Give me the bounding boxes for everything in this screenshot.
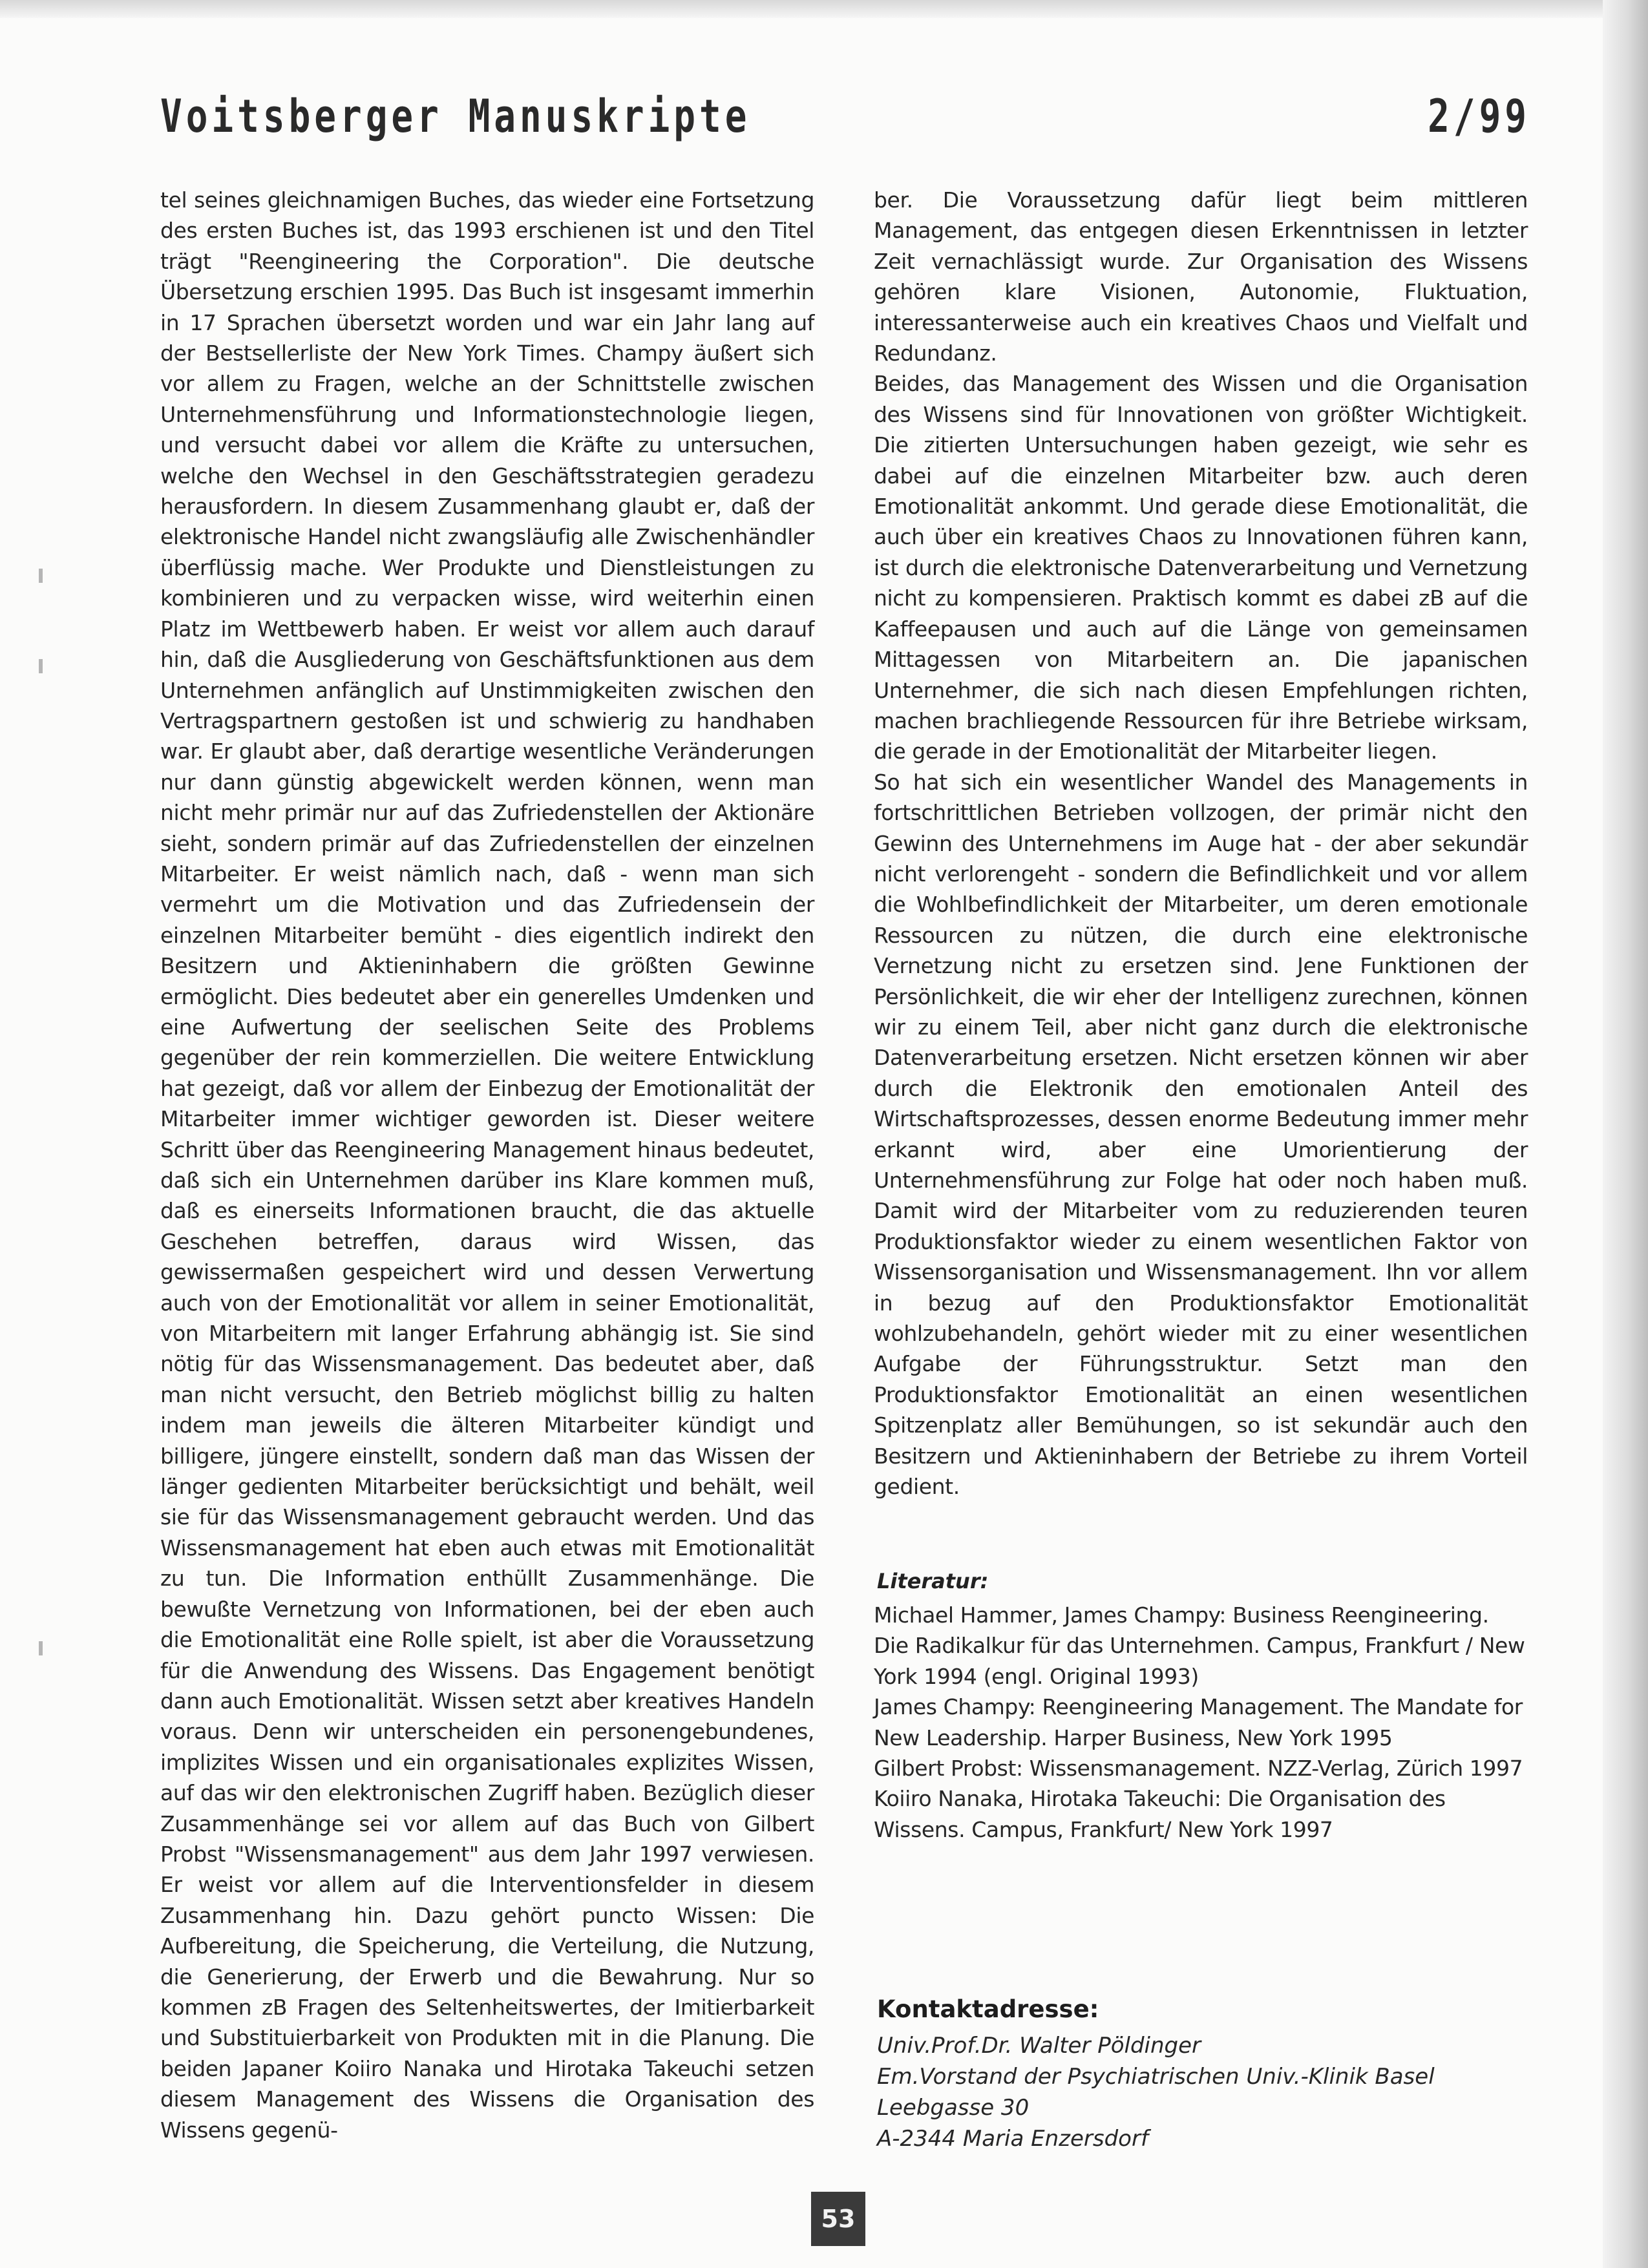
scan-right-edge [1603, 0, 1648, 2268]
contact-heading: Kontaktadresse: [877, 1995, 1099, 2023]
literature-entry: James Champy: Reengineering Management. The Mandate for New Leadership. Harper Business, New York 1995 [874, 1694, 1523, 1750]
literature-entry: Gilbert Probst: Wissensmanagement. NZZ-Verlag, Zürich 1997 [874, 1756, 1523, 1781]
contact-line: A-2344 Maria Enzersdorf [877, 2126, 1148, 2152]
margin-mark [39, 659, 43, 673]
left-column [160, 185, 814, 2145]
literature-entry: Michael Hammer, James Champy: Business Reengineering. Die Radikalkur für das Unternehmen. Campus, Frankfurt / New York 1994 (engl. Original 1993) [874, 1602, 1525, 1689]
literature-list [874, 1600, 1528, 1845]
contact-line: Leebgasse 30 [877, 2095, 1030, 2121]
running-header [160, 90, 1530, 149]
margin-mark [39, 569, 43, 583]
contact-line: Univ.Prof.Dr. Walter Pöldinger [877, 2033, 1201, 2059]
paragraph: So hat sich ein wesentlicher Wandel des Managements in fortschrittlichen Betrieben vollzogen, der primär nicht den Gewinn des Unternehmens im Auge hat - der aber sekundär nicht verlorengeht - sondern die Befindlichkeit und vor allem die Wohlbefindlichkeit der Mitarbeiter, um deren emotionale Ressourcen zu nützen, die durch eine elektronische Vernetzung nicht zu ersetzen sind. Jene Funktionen der Persönlichkeit, die wir eher der Intelligenz zurechnen, können wir zu einem Teil, aber nicht ganz durch die elektronische Datenverarbeitung ersetzen. Nicht ersetzen können wir aber durch die Elektronik den emotionalen Anteil des Wirtschaftsprozesses, dessen enorme Bedeutung immer mehr erkannt wird, aber eine Umorientierung der Unternehmensführung zur Folge hat oder noch haben muß. Damit wird der Mitarbeiter vom zu reduzierenden teuren Produktionsfaktor wieder zu einem wesentlichen Faktor von Wissensorganisation und Wissensmanagement. Ihn vor allem in bezug auf den Produktionsfaktor Emotionalität wohlzubehandeln, gehört wieder mit zu einer wesentlichen Aufgabe der Führungsstruktur. Setzt man den Produktionsfaktor Emotionalität an einen wesentlichen Spitzenplatz aller Bemühungen, so ist sekundär auch den Besitzern und Aktieninhabern der Betriebe zu ihrem Vorteil gedient. [874, 769, 1528, 1500]
paragraph: ber. Die Voraussetzung dafür liegt beim mittleren Management, das entgegen diesen Erkenntnissen in letzter Zeit vernachlässigt wurde. Zur Organisation des Wissens gehören klare Visionen, Autonomie, Fluktuation, interessanterweise auch ein kreatives Chaos und Vielfalt und Redundanz. [874, 187, 1528, 366]
literature-entry: Koiiro Nanaka, Hirotaka Takeuchi: Die Organisation des Wissens. Campus, Frankfurt/ New York 1997 [874, 1786, 1446, 1842]
page-number: 53 [811, 2192, 865, 2246]
journal-title: Voitsberger Manuskripte [160, 90, 751, 143]
literature-heading: Literatur: [877, 1569, 989, 1593]
margin-mark [39, 1641, 43, 1655]
contact-line: Em.Vorstand der Psychiatrischen Univ.-Klinik Basel [877, 2064, 1435, 2090]
right-column [874, 185, 1528, 1502]
paragraph: tel seines gleichnamigen Buches, das wieder eine Fortsetzung des ersten Buches ist, das 1993 erschienen ist und den Titel trägt "Reengineering the Corporation". Die deutsche Übersetzung erschien 1995. Das Buch ist insgesamt immerhin in 17 Sprachen übersetzt worden und war ein Jahr lang auf der Bestsellerliste der New York Times. Champy äußert sich vor allem zu Fragen, welche an der Schnittstelle zwischen Unternehmensführung und Informationstechnologie liegen, und versucht dabei vor allem die Kräfte zu untersuchen, welche den Wechsel in den Geschäftsstrategien geradezu herausfordern. In diesem Zusammenhang glaubt er, daß der elektronische Handel nicht zwangsläufig alle Zwischenhändler überflüssig mache. Wer Produkte und Dienstleistungen zu kombinieren und zu verpacken wisse, wird weiterhin einen Platz im Wettbewerb haben. Er weist vor allem auch darauf hin, daß die Ausgliederung von Geschäftsfunktionen aus dem Unternehmen anfänglich auf Unstimmigkeiten zwischen den Vertragspartnern gestoßen ist und schwierig zu handhaben war. Er glaubt aber, daß derartige wesentliche Veränderungen nur dann günstig abgewickelt werden können, wenn man nicht mehr primär nur auf das Zufriedenstellen der Aktionäre sieht, sondern primär auf das Zufriedenstellen der einzelnen Mitarbeiter. Er weist nämlich nach, daß - wenn man sich vermehrt um die Motivation und das Zufriedensein der einzelnen Mitarbeiter bemüht - dies eigentlich indirekt den Besitzern und Aktieninhabern die größten Gewinne ermöglicht. Dies bedeutet aber ein generelles Umdenken und eine Aufwertung der seelischen Seite des Problems gegenüber der rein kommerziellen. Die weitere Entwicklung hat gezeigt, daß vor allem der Einbezug der Emotionalität der Mitarbeiter immer wichtiger geworden ist. Dieser weitere Schritt über das Reengineering Management hinaus bedeutet, daß sich ein Unternehmen darüber ins Klare kommen muß, daß es einerseits Informationen braucht, die das aktuelle Geschehen betreffen, daraus wird Wissen, das gewissermaßen gespeichert wird und dessen Verwertung auch von der Emotionalität vor allem in seiner Emotionalität, von Mitarbeitern mit langer Erfahrung abhängig ist. Sie sind nötig für das Wissensmanagement. Das bedeutet aber, daß man nicht versucht, den Betrieb möglichst billig zu halten indem man jeweils die älteren Mitarbeiter kündigt und billigere, jüngere einstellt, sondern daß man das Wissen der länger gedienten Mitarbeiter berücksichtigt und behält, weil sie für das Wissensmanagement gebraucht werden. Und das Wissensmanagement hat eben auch etwas mit Emotionalität zu tun. Die Information enthüllt Zusammenhänge. Die bewußte Vernetzung von Informationen, bei der eben auch die Emotionalität eine Rolle spielt, ist aber die Voraussetzung für die Anwendung des Wissens. Das Engagement benötigt dann auch Emotionalität. Wissen setzt aber kreatives Handeln voraus. Denn wir unterscheiden ein personengebundenes, implizites Wissen und ein organisationales explizites Wissen, auf das wir den elektronischen Zugriff haben. Bezüglich dieser Zusammenhänge sei vor allem auf das Buch von Gilbert Probst "Wissensmanagement" aus dem Jahr 1997 verwiesen. Er weist vor allem auf die Interventionsfelder in diesem Zusammenhang hin. Dazu gehört puncto Wissen: Die Aufbereitung, die Speicherung, die Verteilung, die Nutzung, die Generierung, der Erwerb und die Bewahrung. Nur so kommen zB Fragen des Seltenheitswertes, der Imitierbarkeit und Substituierbarkeit von Produkten mit in die Planung. Die beiden Japaner Koiiro Nanaka und Hirotaka Takeuchi setzen diesem Management des Wissens die Organisation des Wissens gegenü- [160, 187, 814, 2143]
contact-address [877, 2030, 1531, 2154]
paragraph: Beides, das Management des Wissen und die Organisation des Wissens sind für Innovationen von größter Wichtigkeit. Die zitierten Untersuchungen haben gezeigt, wie sehr es dabei auf die einzelnen Mitarbeiter bzw. auch deren Emotionalität ankommt. Und gerade diese Emotionalität, die auch über ein kreatives Chaos zu Innovationen führen kann, ist durch die elektronische Datenverarbeitung und Vernetzung nicht zu kompensieren. Praktisch kommt es dabei zB auf die Kaffeepausen und auch auf die Länge von gemeinsamen Mittagessen von Mitarbeitern an. Die japanischen Unternehmer, die sich nach diesen Empfehlungen richten, machen brachliegende Ressourcen für ihre Betriebe wirksam, die gerade in der Emotionalität der Mitarbeiter liegen. [874, 371, 1528, 764]
issue-number: 2/99 [1428, 90, 1530, 143]
scan-top-edge [0, 0, 1648, 18]
